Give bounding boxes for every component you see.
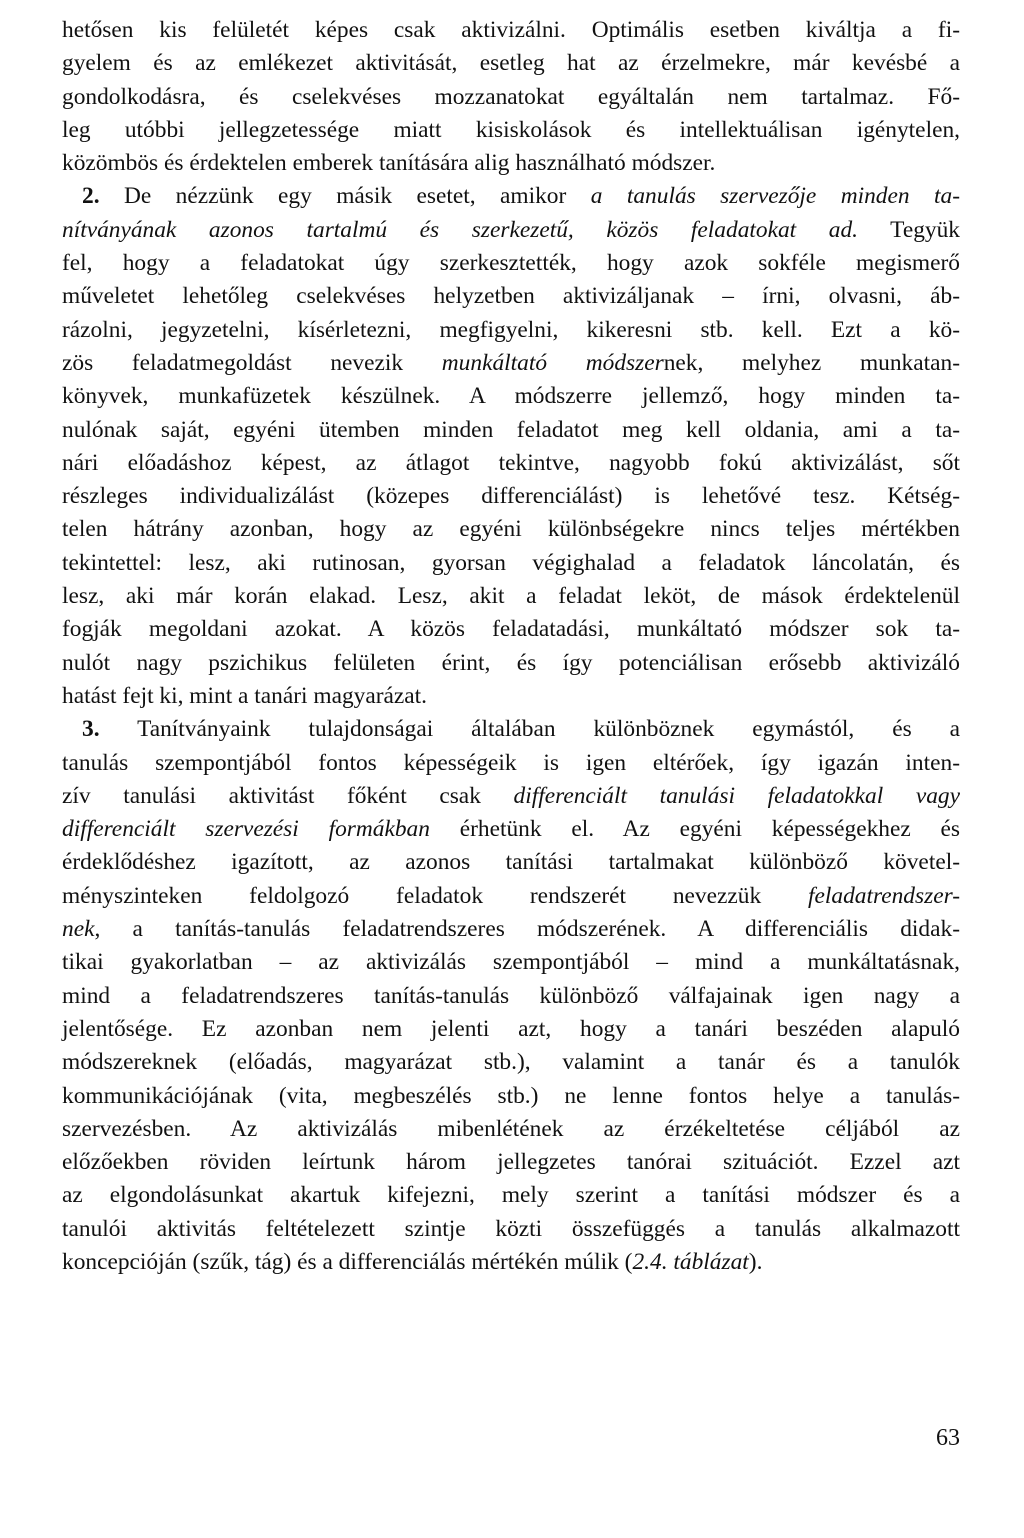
text-line: [62, 81, 960, 114]
text-segment: hetősen kis felületét képes csak aktivizálni. Optimális esetben kiváltja a fi-: [62, 17, 960, 43]
text-segment: zös feladatmegoldást nevezik: [62, 349, 442, 376]
text-segment: tanulói aktivitás feltételezett szintje közti összefüggés a tanulás alkalmazott: [62, 1215, 960, 1242]
text-segment: részleges individualizálást (közepes differenciálást) is lehetővé tesz. Kétség-: [62, 483, 960, 510]
emphasis-text: differenciált szervezési formákban: [62, 816, 430, 843]
emphasis-text: 2.4. táblázat: [632, 1248, 749, 1275]
text-line: [62, 1080, 960, 1113]
paragraph-3: [62, 713, 960, 1279]
text-line: [62, 913, 960, 946]
text-line: [62, 846, 960, 879]
emphasis-text: differenciált tanulási feladatokkal vagy: [513, 782, 960, 809]
text-line: [62, 980, 960, 1013]
text-line: [62, 147, 960, 180]
text-line: [62, 680, 960, 713]
text-line: [62, 1113, 960, 1146]
text-line: [62, 547, 960, 580]
text-line: [62, 14, 960, 47]
text-segment: érdeklődéshez igazított, az azonos tanítási tartalmakat különböző követel-: [62, 849, 960, 876]
page-number: 63: [936, 1425, 960, 1451]
text-line: [62, 880, 960, 913]
text-segment: tanulás szempontjából fontos képességeik is igen eltérőek, így igazán inten-: [62, 749, 960, 776]
text-segment: gondolkodásra, és cselekvéses mozzanatokat egyáltalán nem tartalmaz. Fő-: [62, 83, 960, 110]
text-segment: gyelem és az emlékezet aktivitását, esetleg hat az érzelmekre, már kevésbé a: [62, 50, 960, 77]
text-line: [62, 380, 960, 413]
text-line: [62, 813, 960, 846]
text-line: [62, 1246, 960, 1279]
text-line: [62, 247, 960, 280]
text-segment: műveletet lehetőleg cselekvéses helyzetben aktivizáljanak – írni, olvasni, áb-: [62, 283, 960, 310]
text-segment: De nézzünk egy másik esetet, amikor: [99, 183, 591, 210]
text-segment: Tanítványaink tulajdonságai általában különböznek egymástól, és a: [99, 716, 960, 743]
text-segment: , a tanítás-tanulás feladatrendszeres módszerének. A differenciális didak-: [94, 916, 960, 943]
text-segment: fel, hogy a feladatokat úgy szerkesztették, hogy azok sokféle megismerő: [62, 250, 960, 277]
text-segment: mind a feladatrendszeres tanítás-tanulás különböző válfajainak igen nagy a: [62, 982, 960, 1009]
text-segment: kommunikációjának (vita, megbeszélés stb.) ne lenne fontos helye a tanulás-: [62, 1082, 960, 1109]
text-segment: nulónak saját, egyéni ütemben minden feladatot meg kell oldania, ami a ta-: [62, 416, 960, 443]
text-line: [62, 513, 960, 546]
text-segment: zív tanulási aktivitást főként csak: [62, 782, 514, 809]
text-line: [62, 480, 960, 513]
text-segment: tekintettel: lesz, aki rutinosan, gyorsan végighalad a feladatok láncolatán, és: [62, 549, 960, 576]
text-line: [62, 214, 960, 247]
text-segment: közömbös és érdektelen emberek tanítására alig használható módszer.: [62, 150, 716, 177]
text-line: [62, 414, 960, 447]
text-line: [62, 180, 960, 213]
text-line: [62, 114, 960, 147]
text-segment: nulót nagy pszichikus felületen érint, és így potenciálisan erősebb aktivizáló: [62, 649, 960, 676]
text-line: [62, 747, 960, 780]
paragraph-2: [62, 180, 960, 713]
text-segment: ).: [748, 1248, 763, 1275]
text-line: [62, 580, 960, 613]
emphasis-text: munkáltató módszer: [441, 349, 664, 376]
body-text: [62, 14, 960, 1279]
text-segment: koncepcióján (szűk, tág) és a differenciálás mértékén múlik (: [62, 1248, 633, 1275]
text-line: [62, 946, 960, 979]
text-segment: módszereknek (előadás, magyarázat stb.), valamint a tanár és a tanulók: [62, 1049, 960, 1076]
text-segment: az elgondolásunkat akartuk kifejezni, mely szerint a tanítási módszer és a: [62, 1182, 960, 1209]
text-line: [62, 647, 960, 680]
emphasis-text: nek: [62, 916, 95, 943]
emphasis-text: a tanulás szervezője minden ta-: [590, 183, 960, 210]
text-line: [62, 1046, 960, 1079]
text-line: [62, 47, 960, 80]
text-segment: telen hátrány azonban, hogy az egyéni különbségekre nincs teljes mértékben: [62, 516, 960, 543]
text-line: [62, 713, 960, 746]
emphasis-text: nítványának azonos tartalmú és szerkezetű, közös feladatokat ad.: [62, 216, 858, 243]
text-segment: előzőekben röviden leírtunk három jellegzetes tanórai szituációt. Ezzel azt: [62, 1149, 960, 1176]
text-line: [62, 613, 960, 646]
text-segment: leg utóbbi jellegzetessége miatt kisiskolások és intellektuálisan igénytelen,: [62, 116, 960, 143]
text-segment: Tegyük: [858, 216, 960, 243]
text-segment: tikai gyakorlatban – az aktivizálás szempontjából – mind a munkáltatásnak,: [62, 949, 960, 976]
text-segment: szervezésben. Az aktivizálás mibenlétének az érzékeltetése céljából az: [62, 1115, 960, 1142]
text-segment: lesz, aki már korán elakad. Lesz, akit a feladat leköt, de mások érdektelenül: [62, 583, 960, 610]
text-segment: ményszinteken feldolgozó feladatok rendszerét nevezzük: [62, 882, 809, 909]
text-line: [62, 280, 960, 313]
text-segment: fogják megoldani azokat. A közös feladatadási, munkáltató módszer sok ta-: [62, 616, 960, 643]
text-line: [62, 780, 960, 813]
text-segment: könyvek, munkafüzetek készülnek. A módszerre jellemző, hogy minden ta-: [62, 383, 960, 410]
text-segment: nek, melyhez munkatan-: [663, 349, 960, 376]
text-line: [62, 447, 960, 480]
paragraph-1: [62, 14, 960, 180]
text-segment: érhetünk el. Az egyéni képességekhez és: [429, 816, 961, 843]
text-line: [62, 314, 960, 347]
emphasis-text: feladatrendszer-: [808, 882, 960, 909]
text-line: [62, 1213, 960, 1246]
text-line: [62, 347, 960, 380]
text-segment: rázolni, jegyzetelni, kísérletezni, megfigyelni, kikeresni stb. kell. Ezt a kö-: [62, 316, 960, 343]
section-number: 3.: [82, 716, 100, 743]
text-line: [62, 1146, 960, 1179]
text-segment: hatást fejt ki, mint a tanári magyarázat.: [62, 682, 427, 709]
text-line: [62, 1013, 960, 1046]
text-line: [62, 1179, 960, 1212]
text-segment: jelentősége. Ez azonban nem jelenti azt, hogy a tanári beszéden alapuló: [62, 1015, 960, 1042]
section-number: 2.: [82, 183, 100, 210]
text-segment: nári előadáshoz képest, az átlagot tekintve, nagyobb fokú aktivizálást, sőt: [62, 449, 960, 476]
